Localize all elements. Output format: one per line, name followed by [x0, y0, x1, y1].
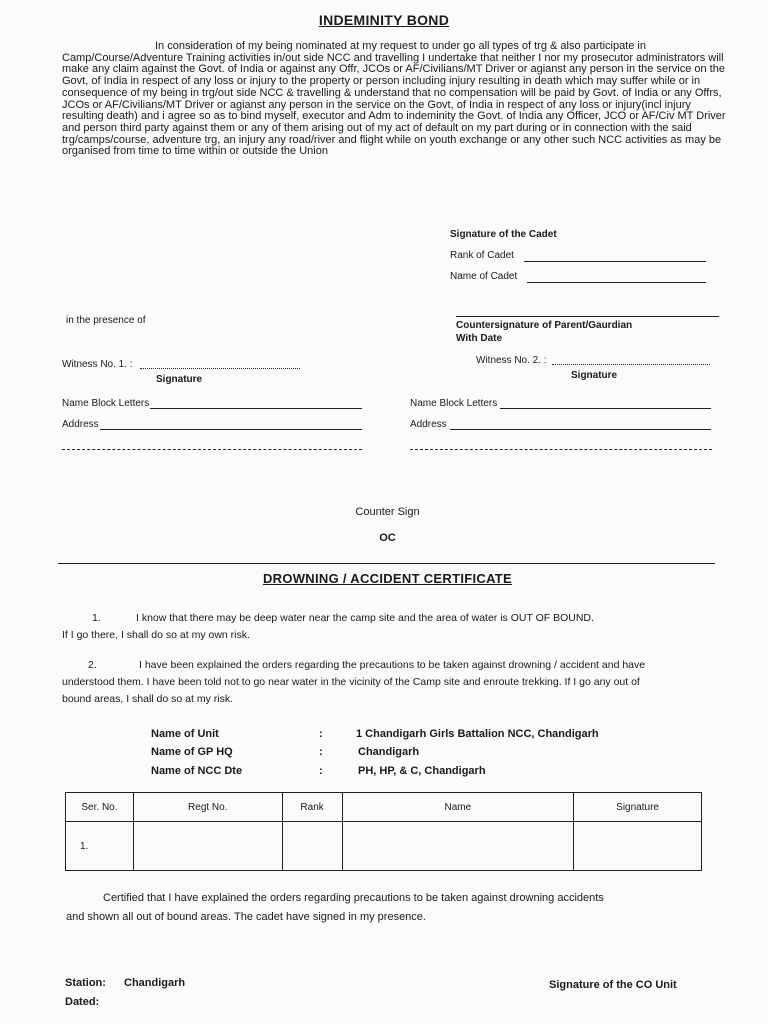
witness-2-name-field[interactable]: [500, 408, 711, 409]
table-header-row: [66, 793, 702, 822]
bond-title: INDEMINITY BOND: [318, 12, 450, 28]
witness-1-address-field-2[interactable]: [62, 449, 362, 450]
countersignature-date-label: With Date: [456, 333, 503, 344]
header-rank: Rank: [282, 793, 342, 822]
ncc-dte-label: Name of NCC Dte: [151, 765, 243, 777]
counter-sign-label: Counter Sign: [355, 506, 420, 518]
witness-1-address-field[interactable]: [100, 429, 362, 430]
certified-text-cont: and shown all out of bound areas. The cadet have signed in my presence.: [66, 911, 426, 923]
item-1-number: 1.: [92, 612, 101, 624]
unit-name-value: 1 Chandigarh Girls Battalion NCC, Chandigarh: [356, 728, 599, 740]
witness-2-name-label: Name Block Letters: [410, 398, 498, 409]
name-of-cadet-label: Name of Cadet: [450, 271, 518, 282]
cell-rank[interactable]: [282, 822, 342, 871]
item-1-text: I know that there may be deep water near the camp site and the area of water is OUT OF BOUND.: [136, 612, 594, 624]
unit-name-colon: :: [319, 728, 323, 740]
cell-ser-no: 1.: [66, 822, 134, 871]
item-2-number: 2.: [88, 659, 97, 671]
witness-2-address-field-2[interactable]: [410, 449, 712, 450]
header-regt-no: Regt No.: [133, 793, 282, 822]
rank-of-cadet-label: Rank of Cadet: [450, 250, 514, 261]
witness-2-address-label: Address: [410, 419, 447, 430]
witness-1-signature-label: Signature: [156, 374, 203, 385]
gp-hq-value: Chandigarh: [358, 746, 420, 758]
oc-label: OC: [379, 532, 396, 544]
witness-1-address-label: Address: [62, 419, 99, 430]
witness-1-name-field[interactable]: [150, 408, 362, 409]
name-of-cadet-field[interactable]: [527, 282, 706, 283]
station-label: Station:: [65, 977, 106, 989]
rank-of-cadet-field[interactable]: [524, 261, 706, 262]
witness-2-label: Witness No. 2. :: [476, 355, 547, 366]
witness-1-name-label: Name Block Letters: [62, 398, 150, 409]
ncc-dte-colon: :: [319, 765, 323, 777]
cell-regt-no[interactable]: [133, 822, 282, 871]
witness-2-signature-label: Signature: [571, 370, 618, 381]
gp-hq-label: Name of GP HQ: [151, 746, 233, 758]
witness-2-address-field[interactable]: [450, 429, 711, 430]
cell-signature[interactable]: [574, 822, 702, 871]
unit-name-label: Name of Unit: [151, 728, 219, 740]
header-signature: Signature: [574, 793, 702, 822]
witness-1-label: Witness No. 1. :: [62, 359, 133, 370]
table-row: [66, 822, 702, 871]
co-signature-label: Signature of the CO Unit: [549, 979, 677, 991]
item-2-text-cont: understood them. I have been told not to go near water in the vicinity of the Camp site and enroute trekking. If I go any out of: [62, 676, 640, 688]
ncc-dte-value: PH, HP, & C, Chandigarh: [358, 765, 486, 777]
witness-2-signature-field[interactable]: [552, 364, 710, 365]
countersignature-line[interactable]: [456, 316, 719, 317]
item-2-text-cont-2: bound areas, I shall do so at my risk.: [62, 693, 233, 705]
dated-label: Dated:: [65, 996, 100, 1008]
certified-text: Certified that I have explained the orders regarding precautions to be taken against drowning accidents: [103, 892, 604, 904]
witness-1-signature-field[interactable]: [140, 368, 300, 369]
cell-name[interactable]: [342, 822, 574, 871]
certificate-title: DROWNING / ACCIDENT CERTIFICATE: [262, 571, 513, 586]
signature-of-cadet-label: Signature of the Cadet: [450, 229, 557, 240]
item-2-text: I have been explained the orders regarding the precautions to be taken against drowning / accident and have: [139, 659, 646, 671]
gp-hq-colon: :: [319, 746, 323, 758]
section-divider: [58, 563, 715, 564]
header-name: Name: [342, 793, 574, 822]
item-1-text-cont: If I go there, I shall do so at my own risk.: [62, 629, 250, 641]
station-value: Chandigarh: [124, 977, 186, 989]
countersignature-label: Countersignature of Parent/Gaurdian: [456, 320, 633, 331]
bond-paragraph: In consideration of my being nominated at my request to under go all types of trg & also participate in Camp/Course/Adventure Training activities in/out side NCC and travelling I undertake that neither I nor my prosecutor administrators will make any claim against the Govt. of India or against any Offr, JCOs or AF/Civilians/MT Driver or agianst any person in the service on the Govt, of India in respect of any loss or injury to the property or person including injury resulting in death which may suffer while or in consequence of my being in trg/out side NCC & travelling & understand that no compensation will be paid by Govt. of India or any Offrs, JCOs or AF/Civilians/MT Driver or agianst any person in the service on the Govt, of India in respect of any loss or injury(incl injury resulting death) and i agree so as to bind myself, executor and Adm to indeminity the Govt. of India any Officer, JCO or AF/Civ MT Driver and person third party against them or any of them arising out of my act of default on my part during or in connection with the said trg/camps/course, adventure trg, an injury any road/river and flight while on youth exchange or any other such NCC activities as may be organised from time to time within or outside the Union: [62, 40, 726, 158]
header-ser-no: Ser. No.: [66, 793, 134, 822]
presence-label: in the presence of: [66, 315, 146, 326]
cadet-table: [65, 792, 702, 871]
